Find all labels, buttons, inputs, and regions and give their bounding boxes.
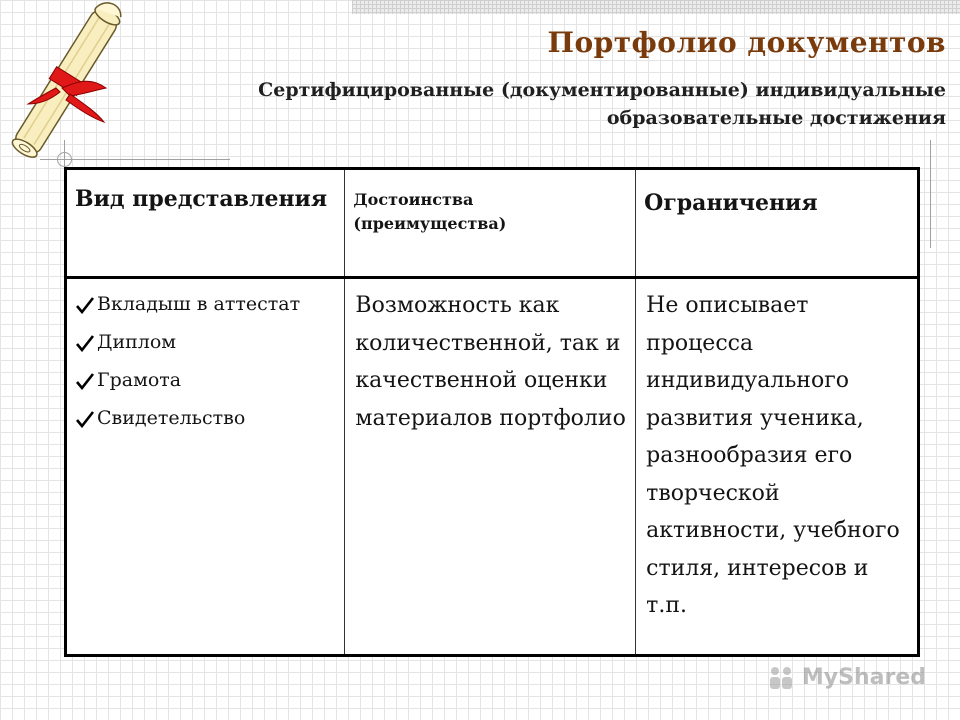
- header-cell-type: [66, 169, 345, 278]
- checkmark-icon: [75, 334, 95, 352]
- myshared-logo-icon: [766, 663, 796, 691]
- checkmark-icon: [75, 410, 95, 428]
- header-cell-advantages: [345, 169, 636, 278]
- page-subtitle: Сертифицированные (документированные) индивидуальные образовательные достижения: [258, 79, 946, 129]
- guide-circle: [57, 152, 72, 167]
- scroll-icon: [0, 0, 140, 170]
- cell-items: [66, 278, 345, 656]
- cell-advantages: [345, 278, 636, 656]
- list-item-label: Вкладыш в аттестат: [97, 293, 301, 315]
- advantages-text: Возможность как количественной, так и качественной оценки материалов портфолио: [355, 293, 626, 431]
- top-band: [352, 0, 960, 14]
- table-header-row: [66, 169, 919, 278]
- table-body-row: [66, 278, 919, 656]
- header-limitations-label: Ограничения: [644, 190, 818, 216]
- header-cell-limitations: [636, 169, 919, 278]
- watermark-text: MyShared: [801, 664, 926, 690]
- list-item-label: Свидетельство: [97, 407, 246, 429]
- watermark: [766, 662, 926, 692]
- page-title: Портфолио документов: [547, 26, 946, 59]
- header-advantages-label: Достоинства (преимущества): [353, 190, 507, 233]
- list-item: [75, 363, 338, 397]
- guide-line-right: [930, 140, 931, 248]
- checkmark-icon: [75, 372, 95, 390]
- list-item: [75, 325, 338, 359]
- list-item: [75, 401, 338, 435]
- cell-limitations: [636, 278, 919, 656]
- header-type-label: Вид представления: [75, 186, 328, 212]
- list-item-label: Грамота: [97, 369, 182, 391]
- list-item: [75, 287, 338, 321]
- list-item-label: Диплом: [97, 331, 177, 353]
- limitations-text: Не описывает процесса индивидуального развития ученика, разнообразия его творческой активности, учебного стиля, интересов и т.п.: [646, 293, 900, 618]
- checkmark-icon: [75, 296, 95, 314]
- comparison-table: [64, 167, 920, 657]
- document-type-list: [75, 287, 338, 435]
